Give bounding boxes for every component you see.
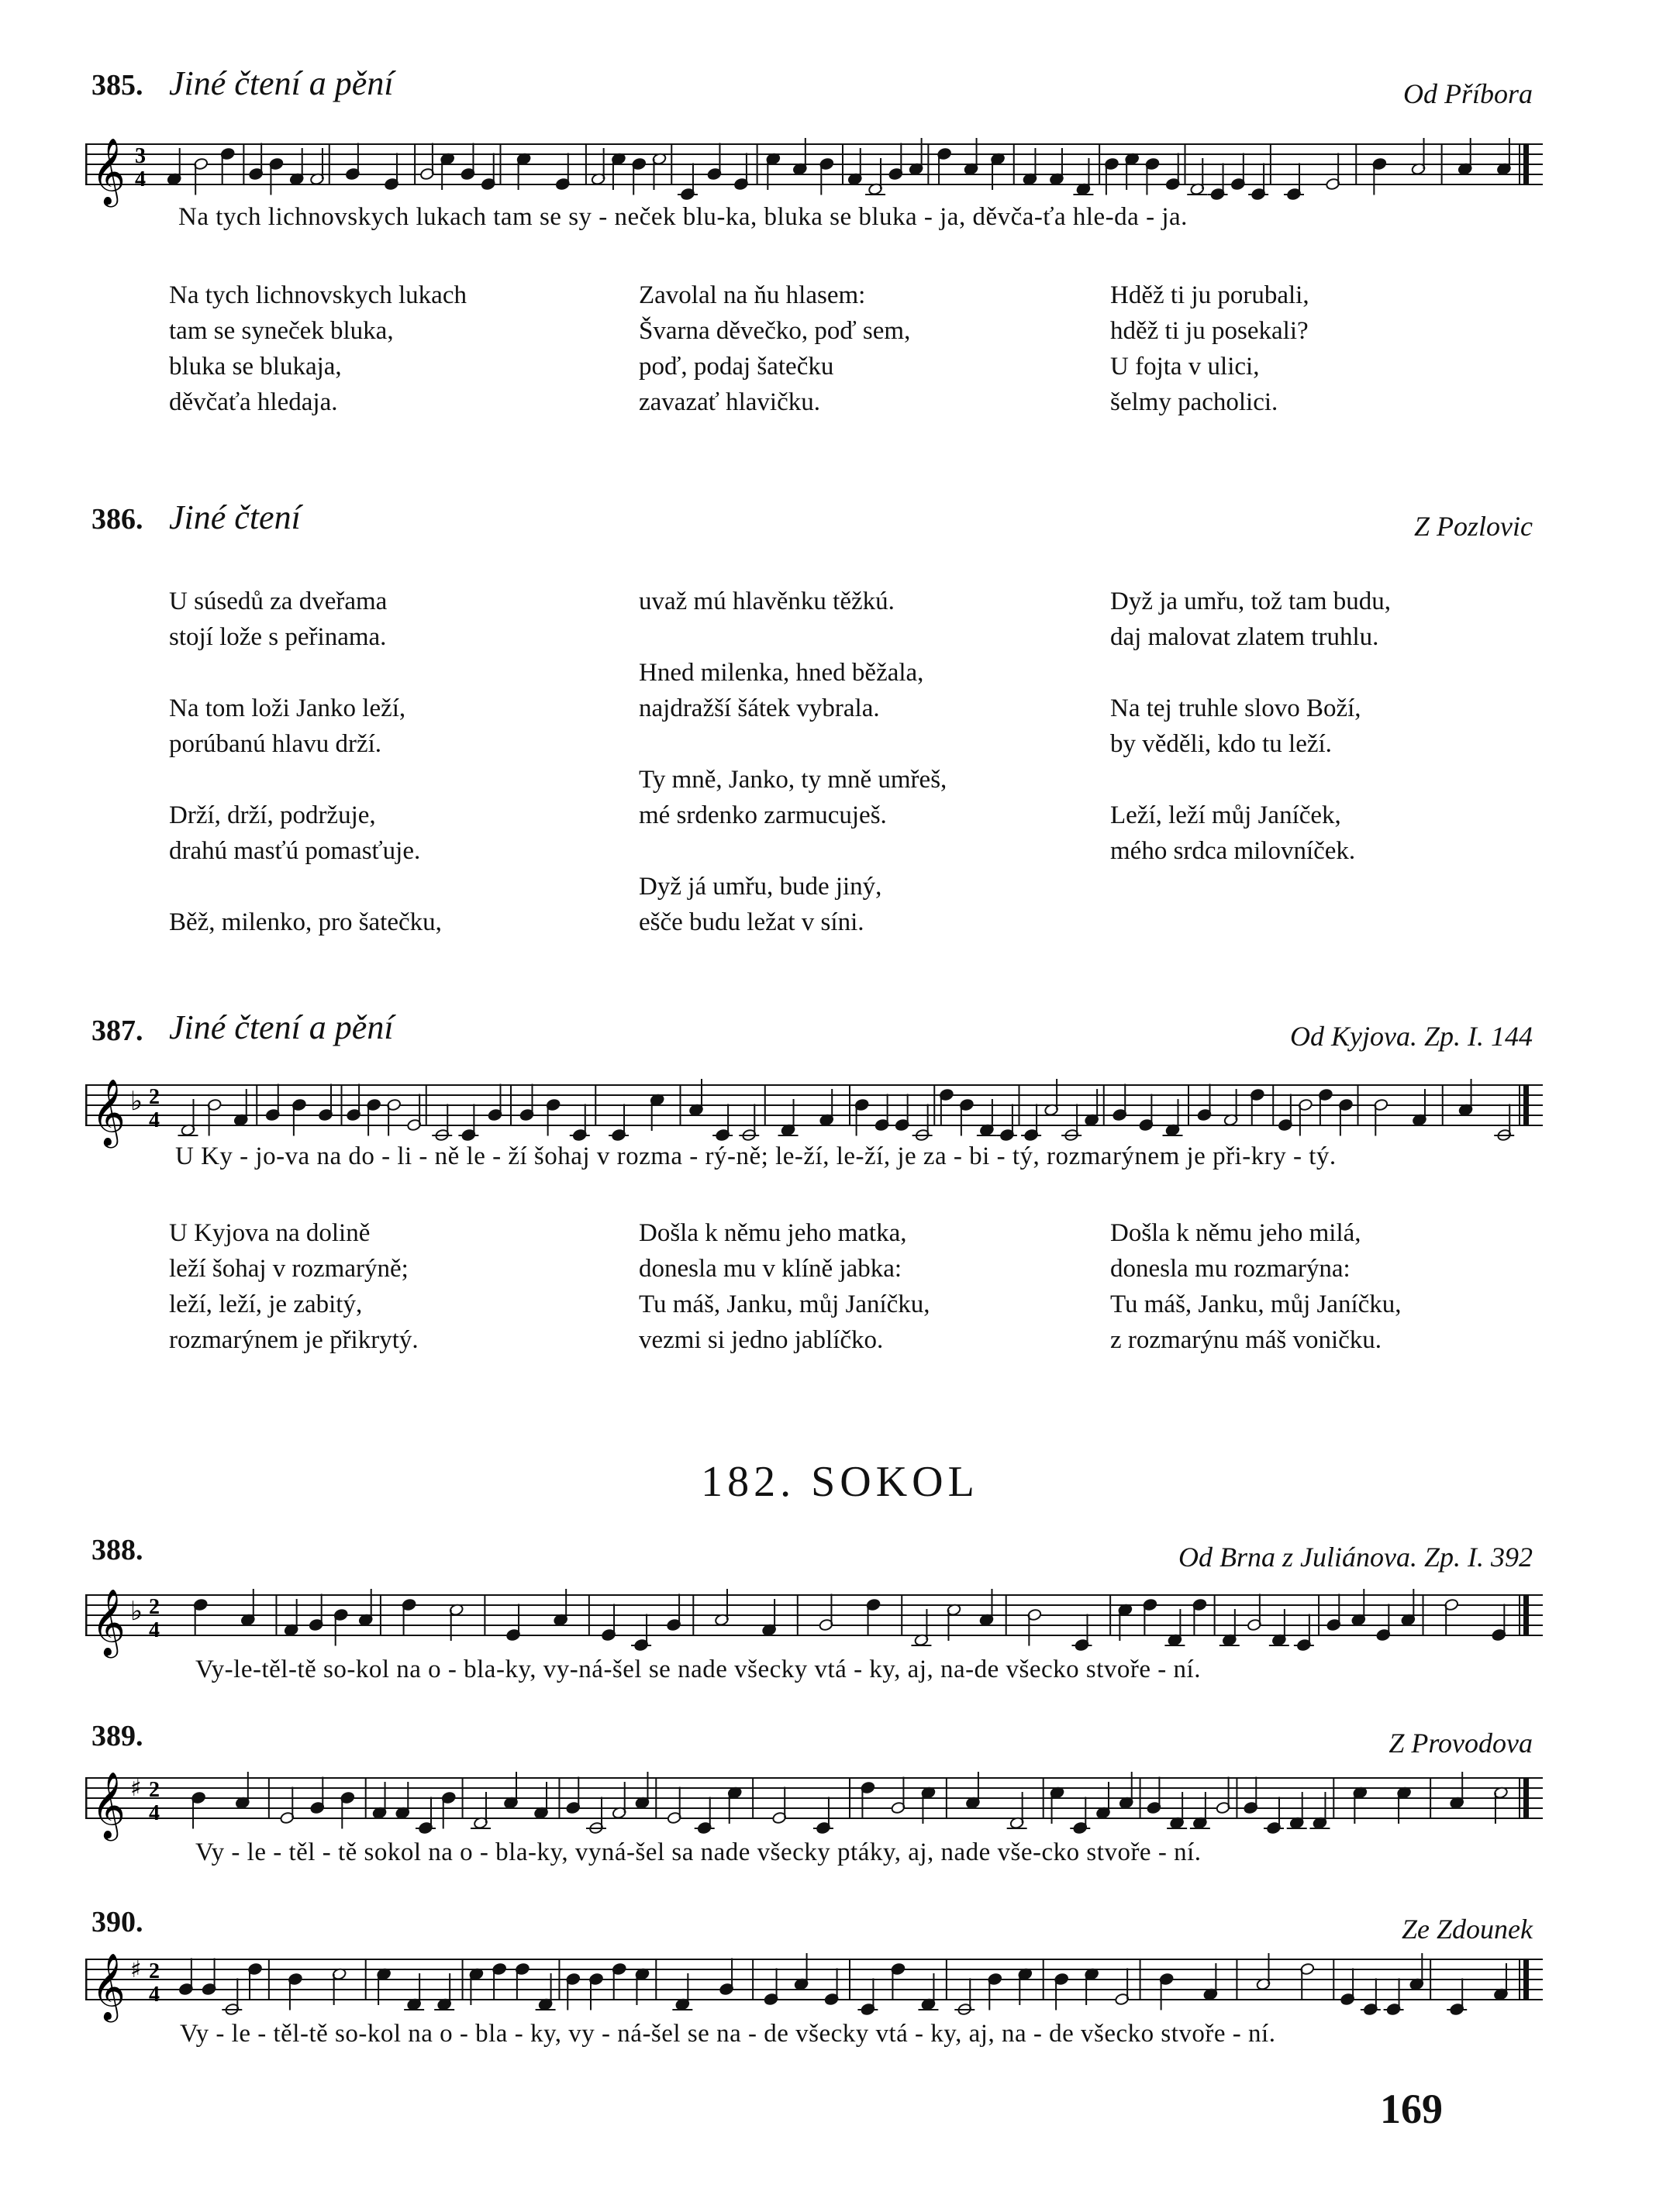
stanza-gap <box>169 869 442 904</box>
stanza-line: bluka se blukaja, <box>169 353 342 381</box>
stanza-line: šelmy pacholici. <box>1110 388 1278 416</box>
stanza-line: z rozmarýnu máš voničku. <box>1110 1326 1382 1354</box>
stanza-column <box>169 277 467 420</box>
stanza-line: hděž ti ju posekali? <box>1110 317 1309 345</box>
stanza-line: Ty mně, Janko, ty mně umřeš, <box>639 766 947 794</box>
stanza-line: Dyž ja umřu, tož tam budu, <box>1110 587 1392 615</box>
song-number: 385. <box>91 69 143 102</box>
song-source: Z Provodova <box>1389 1728 1533 1759</box>
stanza-line: donesla mu rozmarýna: <box>1110 1255 1351 1283</box>
time-signature-top: 2 <box>149 1959 160 1983</box>
stanza-gap <box>639 833 947 869</box>
stanza-line: U Kyjova na dolině <box>169 1219 371 1247</box>
lyric-line: Na tych lichnovskych lukach tam se sy - neček blu-ka, bluka se bluka - ja, děvča-ťa hle-da - ja. <box>178 203 1188 231</box>
stanza-gap <box>1110 655 1391 691</box>
flat-icon: ♭ <box>130 1596 143 1627</box>
stanza-column <box>1110 277 1309 420</box>
stanza-line: Na tej truhle slovo Boží, <box>1110 694 1361 722</box>
stanza-gap <box>639 726 947 762</box>
song-source: Od Příbora <box>1402 78 1533 109</box>
stanza-line: Došla k němu jeho matka, <box>639 1219 907 1247</box>
stanza-column <box>639 277 910 420</box>
stanza-line: poď, podaj šatečku <box>639 353 834 381</box>
song-source: Ze Zdounek <box>1402 1914 1533 1945</box>
staff-svg <box>85 1938 1543 2023</box>
stanza-column <box>169 1215 419 1358</box>
time-signature-top: 2 <box>149 1778 160 1802</box>
stanza-gap <box>639 619 947 655</box>
staff-svg <box>85 1063 1543 1149</box>
song-title: Jiné čtení <box>169 498 301 536</box>
stanza-line: U fojta v ulici, <box>1110 353 1260 381</box>
stanza-line: najdražší šátek vybrala. <box>639 694 880 722</box>
stanza-line: Na tych lichnovskych lukach <box>169 281 467 309</box>
music-staff <box>85 122 1543 208</box>
time-signature-bottom: 4 <box>149 1801 160 1825</box>
lyric-line: Vy-le-těl-tě so-kol na o - bla-ky, vy-ná-šel se nade všecky vtá - ky, aj, na-de všecko stvoře - ní. <box>195 1656 1201 1683</box>
stanza-line: vezmi si jedno jablíčko. <box>639 1326 884 1354</box>
lyric-line: Vy - le - těl - tě sokol na o - bla-ky, vyná-šel sa nade všecky ptáky, aj, nade vše-cko stvoře - ní. <box>195 1838 1202 1866</box>
song-source: Od Kyjova. Zp. I. 144 <box>1290 1021 1533 1052</box>
stanza-line: donesla mu v klíně jabka: <box>639 1255 902 1283</box>
stanza-column <box>1110 584 1391 869</box>
song-source: Z Pozlovic <box>1414 511 1533 542</box>
stanza-gap <box>169 655 442 691</box>
stanza-line: Švarna děvečko, poď sem, <box>639 317 911 345</box>
stanza-line: děvčaťa hledaja. <box>169 388 338 416</box>
music-staff <box>85 1573 1543 1659</box>
stanza-line: tam se syneček bluka, <box>169 317 394 345</box>
flat-icon: ♭ <box>130 1086 143 1117</box>
stanza-line: Dyž já umřu, bude jiný, <box>639 873 882 901</box>
time-signature-bottom: 4 <box>149 1618 160 1642</box>
stanza-column <box>639 1215 930 1358</box>
staff-svg <box>85 1573 1543 1659</box>
stanza-line: Zavolal na ňu hlasem: <box>639 281 866 309</box>
stanza-line: Drží, drží, podržuje, <box>169 801 376 829</box>
treble-clef-icon: 𝄞 <box>91 1772 126 1838</box>
stanza-line: Tu máš, Janku, můj Janíčku, <box>639 1290 930 1318</box>
sharp-icon: ♯ <box>130 1956 142 1983</box>
stanza-line: Tu máš, Janku, můj Janíčku, <box>1110 1290 1402 1318</box>
song-title: Jiné čtení a pění <box>169 1008 394 1046</box>
music-staff <box>85 1756 1543 1842</box>
stanza-line: Došla k němu jeho milá, <box>1110 1219 1361 1247</box>
song-number: 390. <box>91 1906 143 1938</box>
stanza-line: Na tom loži Janko leží, <box>169 694 406 722</box>
section-heading: 182. SOKOL <box>701 1458 979 1506</box>
staff-svg <box>85 122 1543 208</box>
stanza-gap <box>169 762 442 798</box>
music-staff <box>85 1938 1543 2023</box>
time-signature-top: 3 <box>135 144 146 168</box>
song-number: 389. <box>91 1720 143 1752</box>
music-staff <box>85 1063 1543 1149</box>
time-signature-bottom: 4 <box>149 1983 160 2007</box>
song-number: 388. <box>91 1534 143 1566</box>
treble-clef-icon: 𝄞 <box>91 1079 126 1146</box>
stanza-line: uvaž mú hlavěnku těžkú. <box>639 587 895 615</box>
page-number: 169 <box>1380 2086 1443 2132</box>
stanza-line: ešče budu ležat v síni. <box>639 908 864 936</box>
stanza-line: leží šohaj v rozmarýně; <box>169 1255 409 1283</box>
time-signature-bottom: 4 <box>149 1108 160 1132</box>
stanza-line: daj malovat zlatem truhlu. <box>1110 623 1379 651</box>
stanza-gap <box>1110 762 1391 798</box>
stanza-line: Běž, milenko, pro šatečku, <box>169 908 442 936</box>
stanza-line: rozmarýnem je přikrytý. <box>169 1326 419 1354</box>
treble-clef-icon: 𝄞 <box>91 1589 126 1656</box>
stanza-line: Leží, leží můj Janíček, <box>1110 801 1341 829</box>
stanza-line: mého srdca milovníček. <box>1110 837 1356 865</box>
stanza-line: by věděli, kdo tu leží. <box>1110 730 1332 758</box>
treble-clef-icon: 𝄞 <box>91 1953 126 2020</box>
stanza-line: drahú masťú pomasťuje. <box>169 837 421 865</box>
treble-clef-icon: 𝄞 <box>91 138 126 205</box>
lyric-line: Vy - le - těl-tě so-kol na o - bla - ky, vy - ná-šel se na - de všecky vtá - ky, aj, na - de všecko stvoře - ní. <box>180 2020 1276 2048</box>
song-source: Od Brna z Juliánova. Zp. I. 392 <box>1178 1542 1533 1573</box>
stanza-line: U súsedů za dveřama <box>169 587 388 615</box>
time-signature-bottom: 4 <box>135 167 146 191</box>
song-title: Jiné čtení a pění <box>169 64 394 102</box>
stanza-line: stojí lože s peřinama. <box>169 623 387 651</box>
sharp-icon: ♯ <box>130 1775 142 1802</box>
time-signature-top: 2 <box>149 1085 160 1109</box>
time-signature-top: 2 <box>149 1595 160 1619</box>
stanza-column <box>169 584 442 940</box>
stanza-column <box>1110 1215 1402 1358</box>
stanza-column <box>639 584 947 940</box>
song-number: 387. <box>91 1015 143 1047</box>
song-number: 386. <box>91 503 143 536</box>
stanza-line: mé srdenko zarmucuješ. <box>639 801 887 829</box>
stanza-line: Hděž ti ju porubali, <box>1110 281 1309 309</box>
stanza-line: zavazať hlavičku. <box>639 388 820 416</box>
stanza-line: Hned milenka, hned běžala, <box>639 659 924 687</box>
stanza-line: leží, leží, je zabitý, <box>169 1290 363 1318</box>
stanza-line: porúbanú hlavu drží. <box>169 730 382 758</box>
lyric-line: U Ky - jo-va na do - li - ně le - ží šohaj v rozma - rý-ně; le-ží, le-ží, je za - bi - tý, rozmarýnem je při-kry - tý. <box>175 1142 1337 1170</box>
staff-svg <box>85 1756 1543 1842</box>
